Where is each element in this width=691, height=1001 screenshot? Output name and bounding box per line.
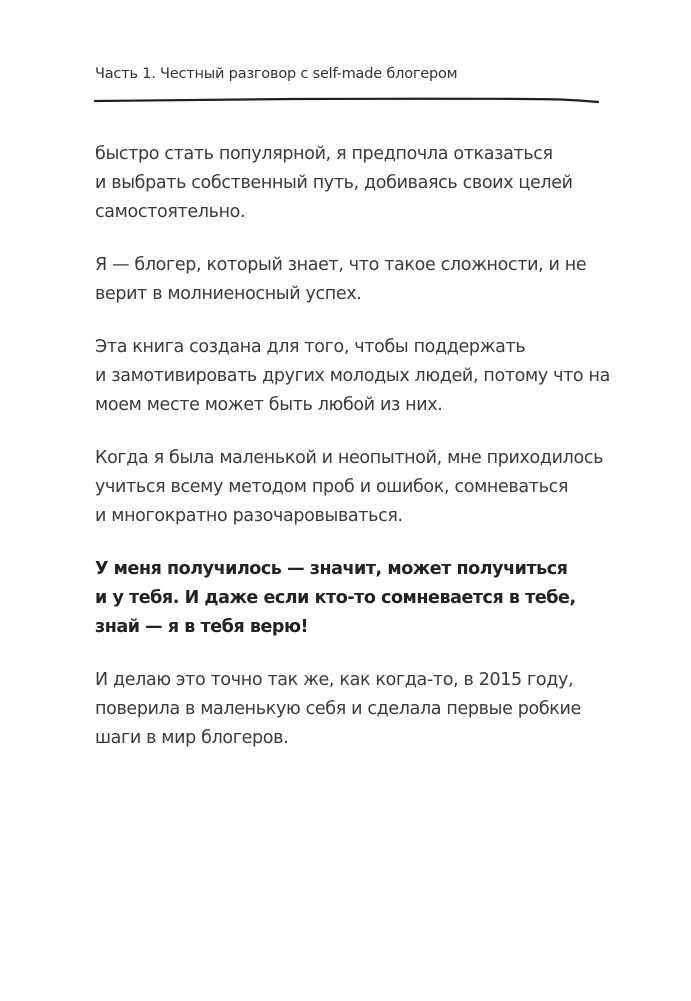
text-line: и выбрать собственный путь, добиваясь своих целей [95, 173, 573, 193]
paragraph-3 [95, 333, 615, 420]
body-text [95, 140, 615, 777]
text-line: и многократно разочаровываться. [95, 506, 403, 526]
text-line: верит в молниеносный успех. [95, 284, 362, 304]
paragraph-1 [95, 140, 615, 227]
text-line: Когда я была маленькой и неопытной, мне приходилось [95, 448, 604, 468]
emphasis-paragraph [95, 555, 615, 642]
text-line: поверила в маленькую себя и сделала первые робкие [95, 699, 581, 719]
header-rule-divider [94, 94, 599, 106]
text-line: быстро стать популярной, я предпочла отказаться [95, 144, 553, 164]
text-line: знай — я в тебя верю! [95, 617, 309, 637]
text-line: самостоятельно. [95, 202, 246, 222]
paragraph-6 [95, 666, 615, 753]
text-line: и замотивировать других молодых людей, потому что на [95, 366, 610, 386]
running-header: Часть 1. Честный разговор с self-made блогером [95, 66, 458, 82]
paragraph-4 [95, 444, 615, 531]
text-line: моем месте может быть любой из них. [95, 395, 443, 415]
text-line: Я — блогер, который знает, что такое сложности, и не [95, 255, 587, 275]
paragraph-2 [95, 251, 615, 309]
text-line: И делаю это точно так же, как когда-то, в 2015 году, [95, 670, 574, 690]
text-line: и у тебя. И даже если кто-то сомневается в тебе, [95, 588, 576, 608]
text-line: учиться всему методом проб и ошибок, сомневаться [95, 477, 569, 497]
text-line: У меня получилось — значит, может получиться [95, 559, 568, 579]
text-line: шаги в мир блогеров. [95, 728, 289, 748]
text-line: Эта книга создана для того, чтобы поддержать [95, 337, 526, 357]
